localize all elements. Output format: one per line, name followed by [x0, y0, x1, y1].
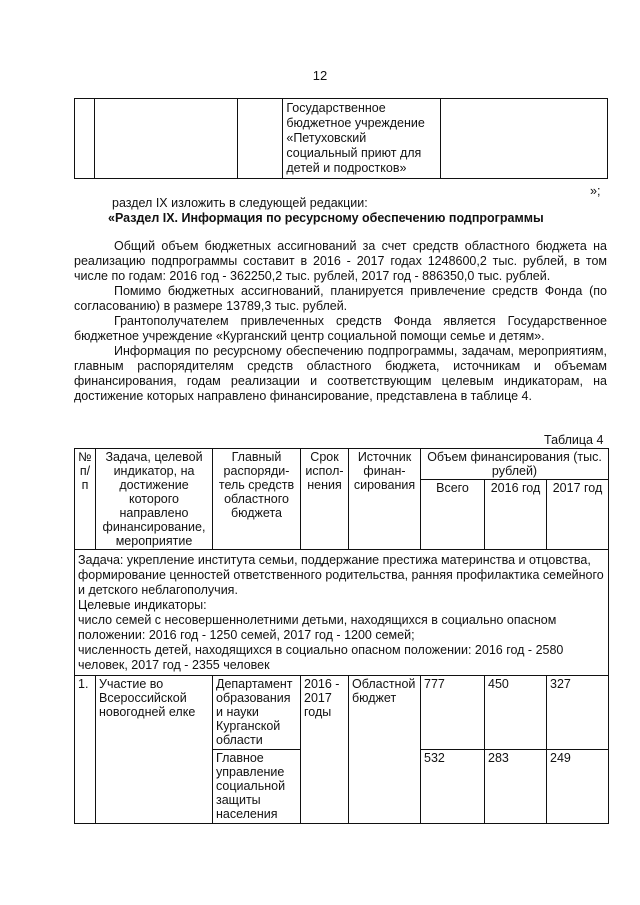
- header-2017: 2017 год: [547, 480, 609, 550]
- closing-quote: »;: [590, 184, 601, 198]
- paragraph: Общий объем бюджетных ассигнований за счет средств областного бюджета на реализацию подпрограммы составит в 2016 - 2017 годах 1248600,2 тыс. рублей, в том числе по годам: 2016 год - 362250,2 тыс. рублей, 2017 год - 886350,0 тыс. рублей.: [74, 239, 607, 283]
- header-task: Задача, целевой индикатор, на достижение которого направлено финансирование, мероприятие: [96, 449, 213, 550]
- table-cell: [95, 99, 238, 179]
- distributor-cell: Департамент образования и науки Курганской области: [213, 676, 301, 750]
- table-cell: [440, 99, 607, 179]
- header-distributor: Главный распоряди-тель средств областного бюджета: [213, 449, 301, 550]
- header-num: № п/п: [75, 449, 96, 550]
- page-number: 12: [312, 68, 328, 83]
- y2017-cell: 249: [547, 750, 609, 824]
- header-volume: Объем финансирования (тыс. рублей): [421, 449, 609, 480]
- event-name: Участие во Всероссийской новогодней елке: [96, 676, 213, 824]
- task-block: [75, 550, 609, 676]
- row-number: 1.: [75, 676, 96, 824]
- indicators-label: Целевые индикаторы:: [78, 598, 207, 612]
- continuation-table: [74, 98, 608, 179]
- y2016-cell: 450: [485, 676, 547, 750]
- term-cell: 2016 - 2017 годы: [301, 676, 349, 824]
- header-2016: 2016 год: [485, 480, 547, 550]
- indicator-children: численность детей, находящихся в социально опасном положении: 2016 год - 2580 человек, 2017 год - 2355 человек: [78, 643, 564, 672]
- source-cell: Областной бюджет: [349, 676, 421, 824]
- header-source: Источник финан-сирования: [349, 449, 421, 550]
- y2017-cell: 327: [547, 676, 609, 750]
- table-caption: Таблица 4: [544, 433, 604, 447]
- instruction-line: раздел IX изложить в следующей редакции:: [112, 196, 368, 210]
- resource-table: [74, 448, 609, 824]
- y2016-cell: 283: [485, 750, 547, 824]
- paragraph: Помимо бюджетных ассигнований, планируется привлечение средств Фонда (по согласованию) в размере 13789,3 тыс. рублей.: [74, 284, 607, 313]
- paragraph: Грантополучателем привлеченных средств Фонда является Государственное бюджетное учреждение «Курганский центр социальной помощи семье и детям».: [74, 314, 607, 343]
- total-cell: 777: [421, 676, 485, 750]
- header-total: Всего: [421, 480, 485, 550]
- total-cell: 532: [421, 750, 485, 824]
- distributor-cell: Главное управление социальной защиты населения: [213, 750, 301, 824]
- indicator-families: число семей с несовершеннолетними детьми, находящихся в социально опасном положении: 2016 год - 1250 семей, 2017 год - 1200 семей;: [78, 613, 557, 642]
- paragraph: Информация по ресурсному обеспечению подпрограммы, задачам, мероприятиям, главным распорядителям средств областного бюджета, источникам и объемам финансирования, годам реализации и соответствующим целевым индикаторам, на достижение которых направлено финансирование, представлена в таблице 4.: [74, 344, 607, 403]
- body-text: [74, 239, 607, 404]
- header-term: Срок испол-нения: [301, 449, 349, 550]
- table-cell: [75, 99, 95, 179]
- table-cell: [238, 99, 283, 179]
- task-text: Задача: укрепление института семьи, поддержание престижа материнства и отцовства, формирование ценностей ответственного родительства, ранняя профилактика семейного и детского неблагополучия.: [78, 553, 604, 597]
- section-heading: «Раздел IX. Информация по ресурсному обеспечению подпрограммы: [108, 211, 544, 225]
- institution-cell: Государственное бюджетное учреждение «Петуховский социальный приют для детей и подростков»: [283, 99, 440, 179]
